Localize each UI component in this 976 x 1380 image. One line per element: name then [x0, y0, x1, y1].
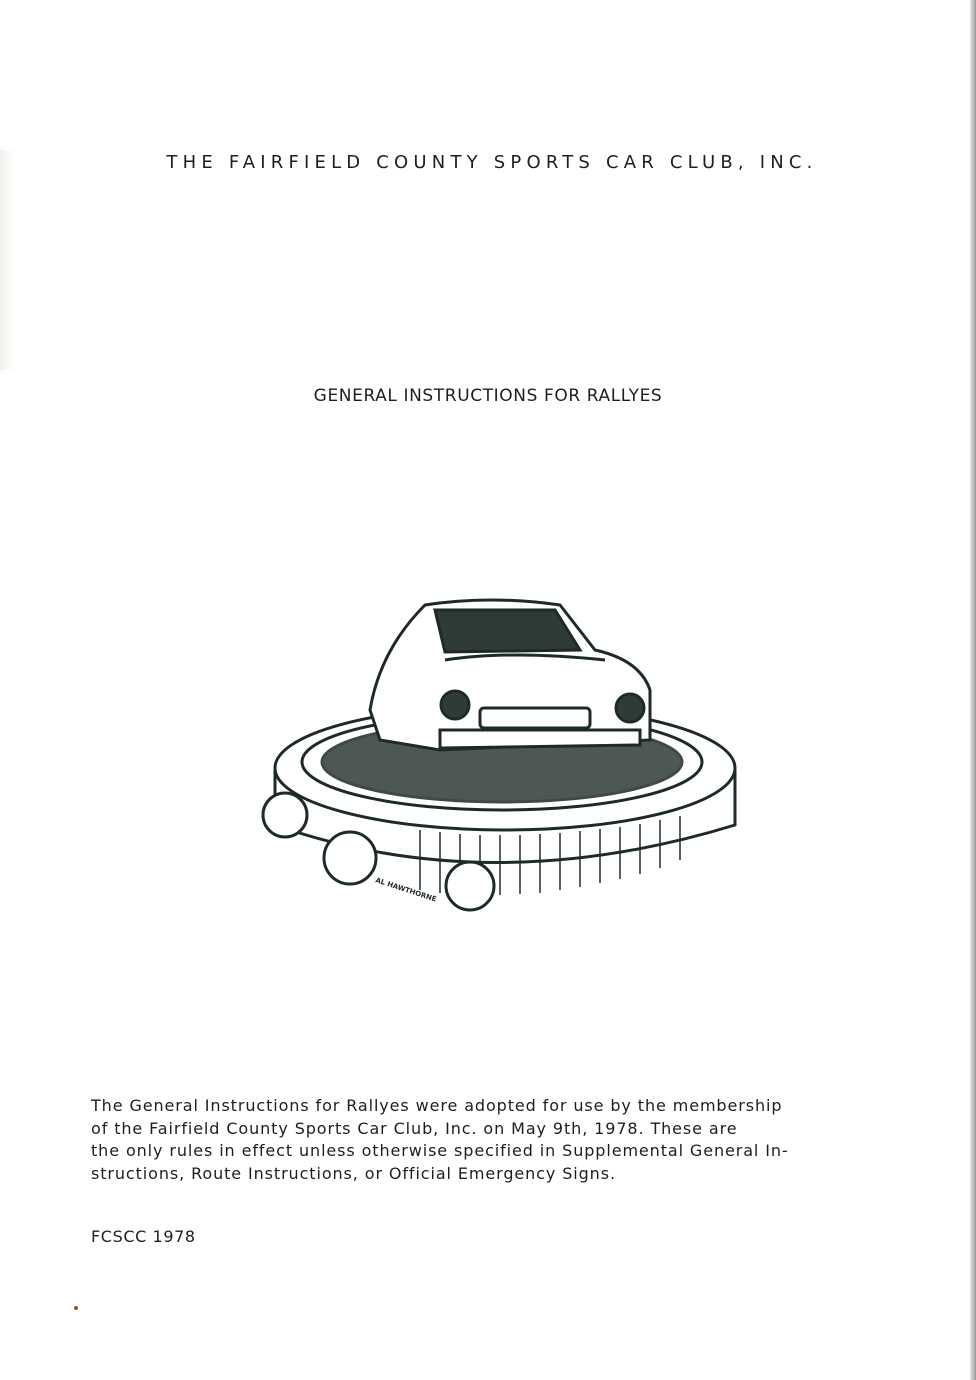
scan-artifact [0, 150, 14, 370]
club-name-heading: THE FAIRFIELD COUNTY SPORTS CAR CLUB, INC. [166, 152, 818, 173]
artist-signature: AL HAWTHORNE [374, 876, 438, 904]
statement-line: of the Fairfield County Sports Car Club, Inc. on May 9th, 1978. These are [91, 1118, 738, 1138]
statement-line: the only rules in effect unless otherwise specified in Supplemental General In- [91, 1141, 789, 1160]
statement-line: The General Instructions for Rallyes were adopted for use by the membership [91, 1096, 783, 1115]
footer-mark: FCSCC 1978 [91, 1227, 196, 1246]
car [370, 600, 650, 750]
scan-speck [74, 1306, 78, 1310]
car-on-stopwatch-illustration [240, 590, 740, 920]
document-title: GENERAL INSTRUCTIONS FOR RALLYES [313, 386, 663, 406]
statement-line: structions, Route Instructions, or Official Emergency Signs. [91, 1163, 616, 1183]
page-edge-shadow [970, 0, 976, 1380]
adoption-statement [91, 1095, 891, 1185]
